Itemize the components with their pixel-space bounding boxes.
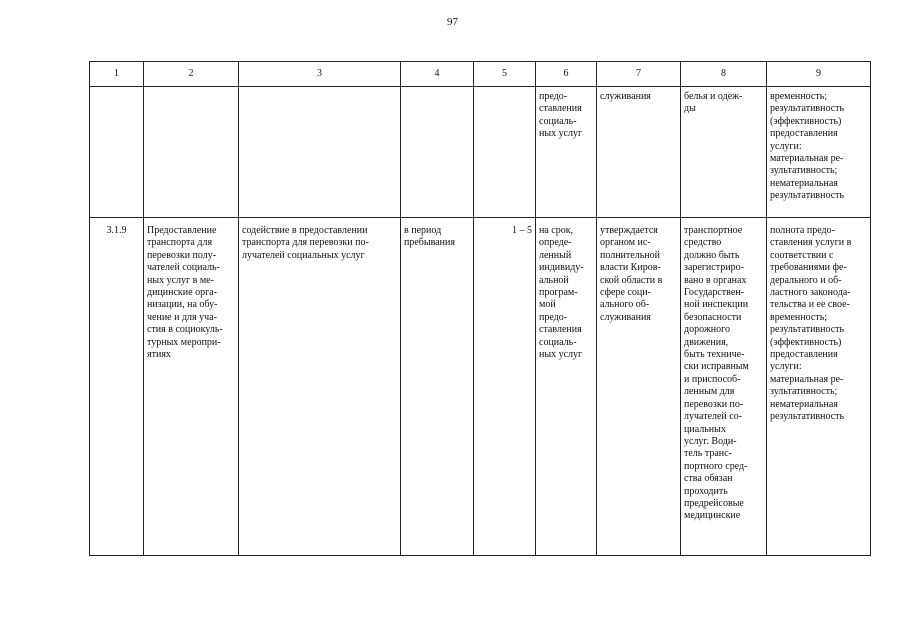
header-cell-2: 2: [144, 62, 239, 87]
header-cell-7: 7: [597, 62, 681, 87]
cell-volume: 1 – 5: [474, 218, 536, 556]
header-cell-3: 3: [239, 62, 401, 87]
cell-term: на срок, опреде- ленный индивиду- альной програм- мой предо- ставления социаль- ных услуг: [536, 218, 597, 556]
cell-description: [239, 87, 401, 218]
header-cell-1: 1: [90, 62, 144, 87]
header-cell-8: 8: [681, 62, 767, 87]
cell-volume: [474, 87, 536, 218]
services-table: [89, 61, 871, 556]
cell-quality-indicators: полнота предо- ставления услуги в соответствии с требованиями фе- дерального и об- ластного законода- тельства и ее свое- временность; результативность (эффективность) предоставления услуги: материальная ре- зультативность; нематериальная результативность: [767, 218, 871, 556]
cell-term: предо- ставления социаль- ных услуг: [536, 87, 597, 218]
header-cell-9: 9: [767, 62, 871, 87]
page-number: 97: [447, 16, 458, 28]
cell-service-name: Предоставление транспорта для перевозки полу- чателей социаль- ных услуг в ме- дицинские орга- низации, на обу- чение и для уча- стия в социокуль- турных меропри- ятиях: [144, 218, 239, 556]
header-cell-5: 5: [474, 62, 536, 87]
cell-tariff: утверждается органом ис- полнительной власти Киров- ской области в сфере соци- ального об- служивания: [597, 218, 681, 556]
cell-conditions: белья и одеж- ды: [681, 87, 767, 218]
cell-number: 3.1.9: [90, 218, 144, 556]
cell-number: [90, 87, 144, 218]
cell-timing: в период пребывания: [401, 218, 474, 556]
cell-conditions: транспортное средство должно быть зарегистриро- вано в органах Государствен- ной инспекции безопасности дорожного движения, быть техниче- ски исправным и приспособ- ленным для перевозки по- лучателей со- циальных услуг. Води- тель транс- портного сред- ства обязан проходить предрейсовые медицинские: [681, 218, 767, 556]
header-cell-4: 4: [401, 62, 474, 87]
table-row: [90, 218, 871, 556]
cell-description: содействие в предоставлении транспорта для перевозки по- лучателей социальных услуг: [239, 218, 401, 556]
cell-quality-indicators: временность; результативность (эффективность) предоставления услуги: материальная ре- зультативность; нематериальная результативность: [767, 87, 871, 218]
cell-tariff: служивания: [597, 87, 681, 218]
table-header-row: [90, 62, 871, 87]
table-row: [90, 87, 871, 218]
header-cell-6: 6: [536, 62, 597, 87]
cell-service-name: [144, 87, 239, 218]
cell-timing: [401, 87, 474, 218]
